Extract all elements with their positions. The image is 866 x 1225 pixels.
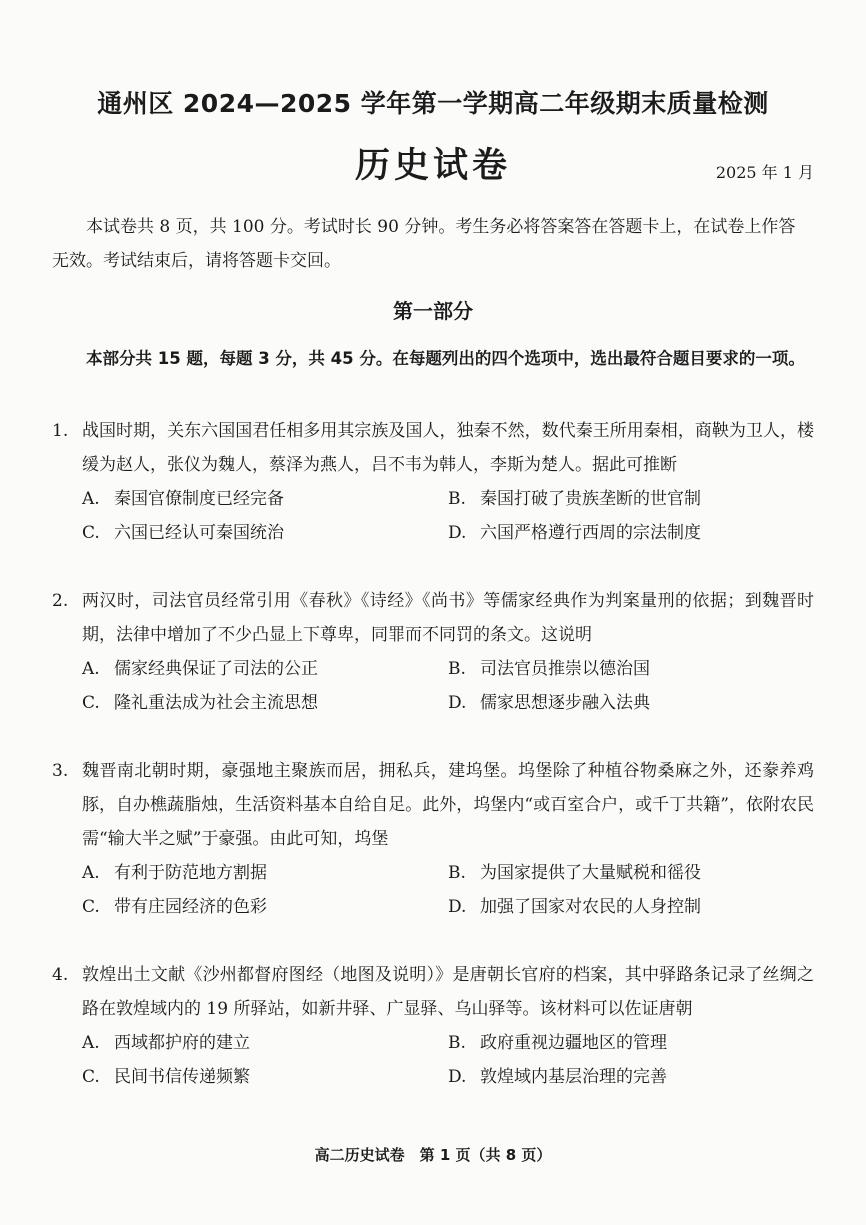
question-3 — [52, 754, 814, 924]
question-number: 2. — [52, 591, 69, 611]
option-d: D. 六国严格遵行西周的宗法制度 — [448, 523, 701, 543]
question-stem: 两汉时，司法官员经常引用《春秋》《诗经》《尚书》等儒家经典作为判案量刑的依据；到魏晋时期，法律中增加了不少凸显上下尊卑，同罪而不同罚的条文。这说明 — [82, 591, 814, 645]
part-intro: 本部分共 15 题，每题 3 分，共 45 分。在每题列出的四个选项中，选出最符合题目要求的一项。 — [86, 349, 805, 368]
question-stem: 战国时期，关东六国国君任相多用其宗族及国人，独秦不然，数代秦王所用秦相，商鞅为卫人，楼缓为赵人，张仪为魏人，蔡泽为燕人，吕不韦为韩人，李斯为楚人。据此可推断 — [82, 421, 814, 475]
question-4 — [52, 958, 814, 1094]
options — [82, 482, 814, 550]
option-c: C. 带有庄园经济的色彩 — [82, 897, 267, 917]
options — [82, 856, 814, 924]
options — [82, 652, 814, 720]
exam-date: 2025 年 1 月 — [715, 163, 814, 182]
question-number: 4. — [52, 965, 69, 985]
option-d: D. 加强了国家对农民的人身控制 — [448, 897, 701, 917]
option-c: C. 六国已经认可秦国统治 — [82, 523, 284, 543]
option-c: C. 民间书信传递频繁 — [82, 1067, 250, 1087]
option-a: A. 儒家经典保证了司法的公正 — [82, 659, 318, 679]
option-d: D. 敦煌域内基层治理的完善 — [448, 1067, 667, 1087]
option-b: B. 秦国打破了贵族垄断的世官制 — [448, 489, 701, 509]
question-stem: 敦煌出土文献《沙州都督府图经（地图及说明）》是唐朝长官府的档案，其中驿路条记录了丝绸之路在敦煌域内的 19 所驿站，如新井驿、广显驿、乌山驿等。该材料可以佐证唐朝 — [82, 965, 814, 1019]
option-c: C. 隆礼重法成为社会主流思想 — [82, 693, 318, 713]
page-footer: 高二历史试卷 第 1 页（共 8 页） — [314, 1146, 552, 1164]
question-number: 3. — [52, 761, 69, 781]
question-1 — [52, 414, 814, 550]
options — [82, 1026, 814, 1094]
option-a: A. 西域都护府的建立 — [82, 1033, 250, 1053]
question-stem: 魏晋南北朝时期，豪强地主聚族而居，拥私兵，建坞堡。坞堡除了种植谷物桑麻之外，还豢养鸡豚，自办樵蔬脂烛，生活资料基本自给自足。此外，坞堡内“或百室合户，或千丁共籍”，依附农民需“输大半之赋”于豪强。由此可知，坞堡 — [82, 761, 814, 849]
question-number: 1. — [52, 421, 69, 441]
exam-instructions: 本试卷共 8 页，共 100 分。考试时长 90 分钟。考生务必将答案答在答题卡上，在试卷上作答无效。考试结束后，请将答题卡交回。 — [52, 217, 796, 271]
part-title: 第一部分 — [393, 299, 473, 323]
question-2 — [52, 584, 814, 720]
option-a: A. 秦国官僚制度已经完备 — [82, 489, 284, 509]
option-d: D. 儒家思想逐步融入法典 — [448, 693, 650, 713]
option-a: A. 有利于防范地方割据 — [82, 863, 267, 883]
option-b: B. 为国家提供了大量赋税和徭役 — [448, 863, 701, 883]
subject-title: 历史试卷 — [354, 146, 511, 186]
option-b: B. 司法官员推崇以德治国 — [448, 659, 650, 679]
exam-title: 通州区 2024—2025 学年第一学期高二年级期末质量检测 — [97, 89, 769, 118]
option-b: B. 政府重视边疆地区的管理 — [448, 1033, 667, 1053]
